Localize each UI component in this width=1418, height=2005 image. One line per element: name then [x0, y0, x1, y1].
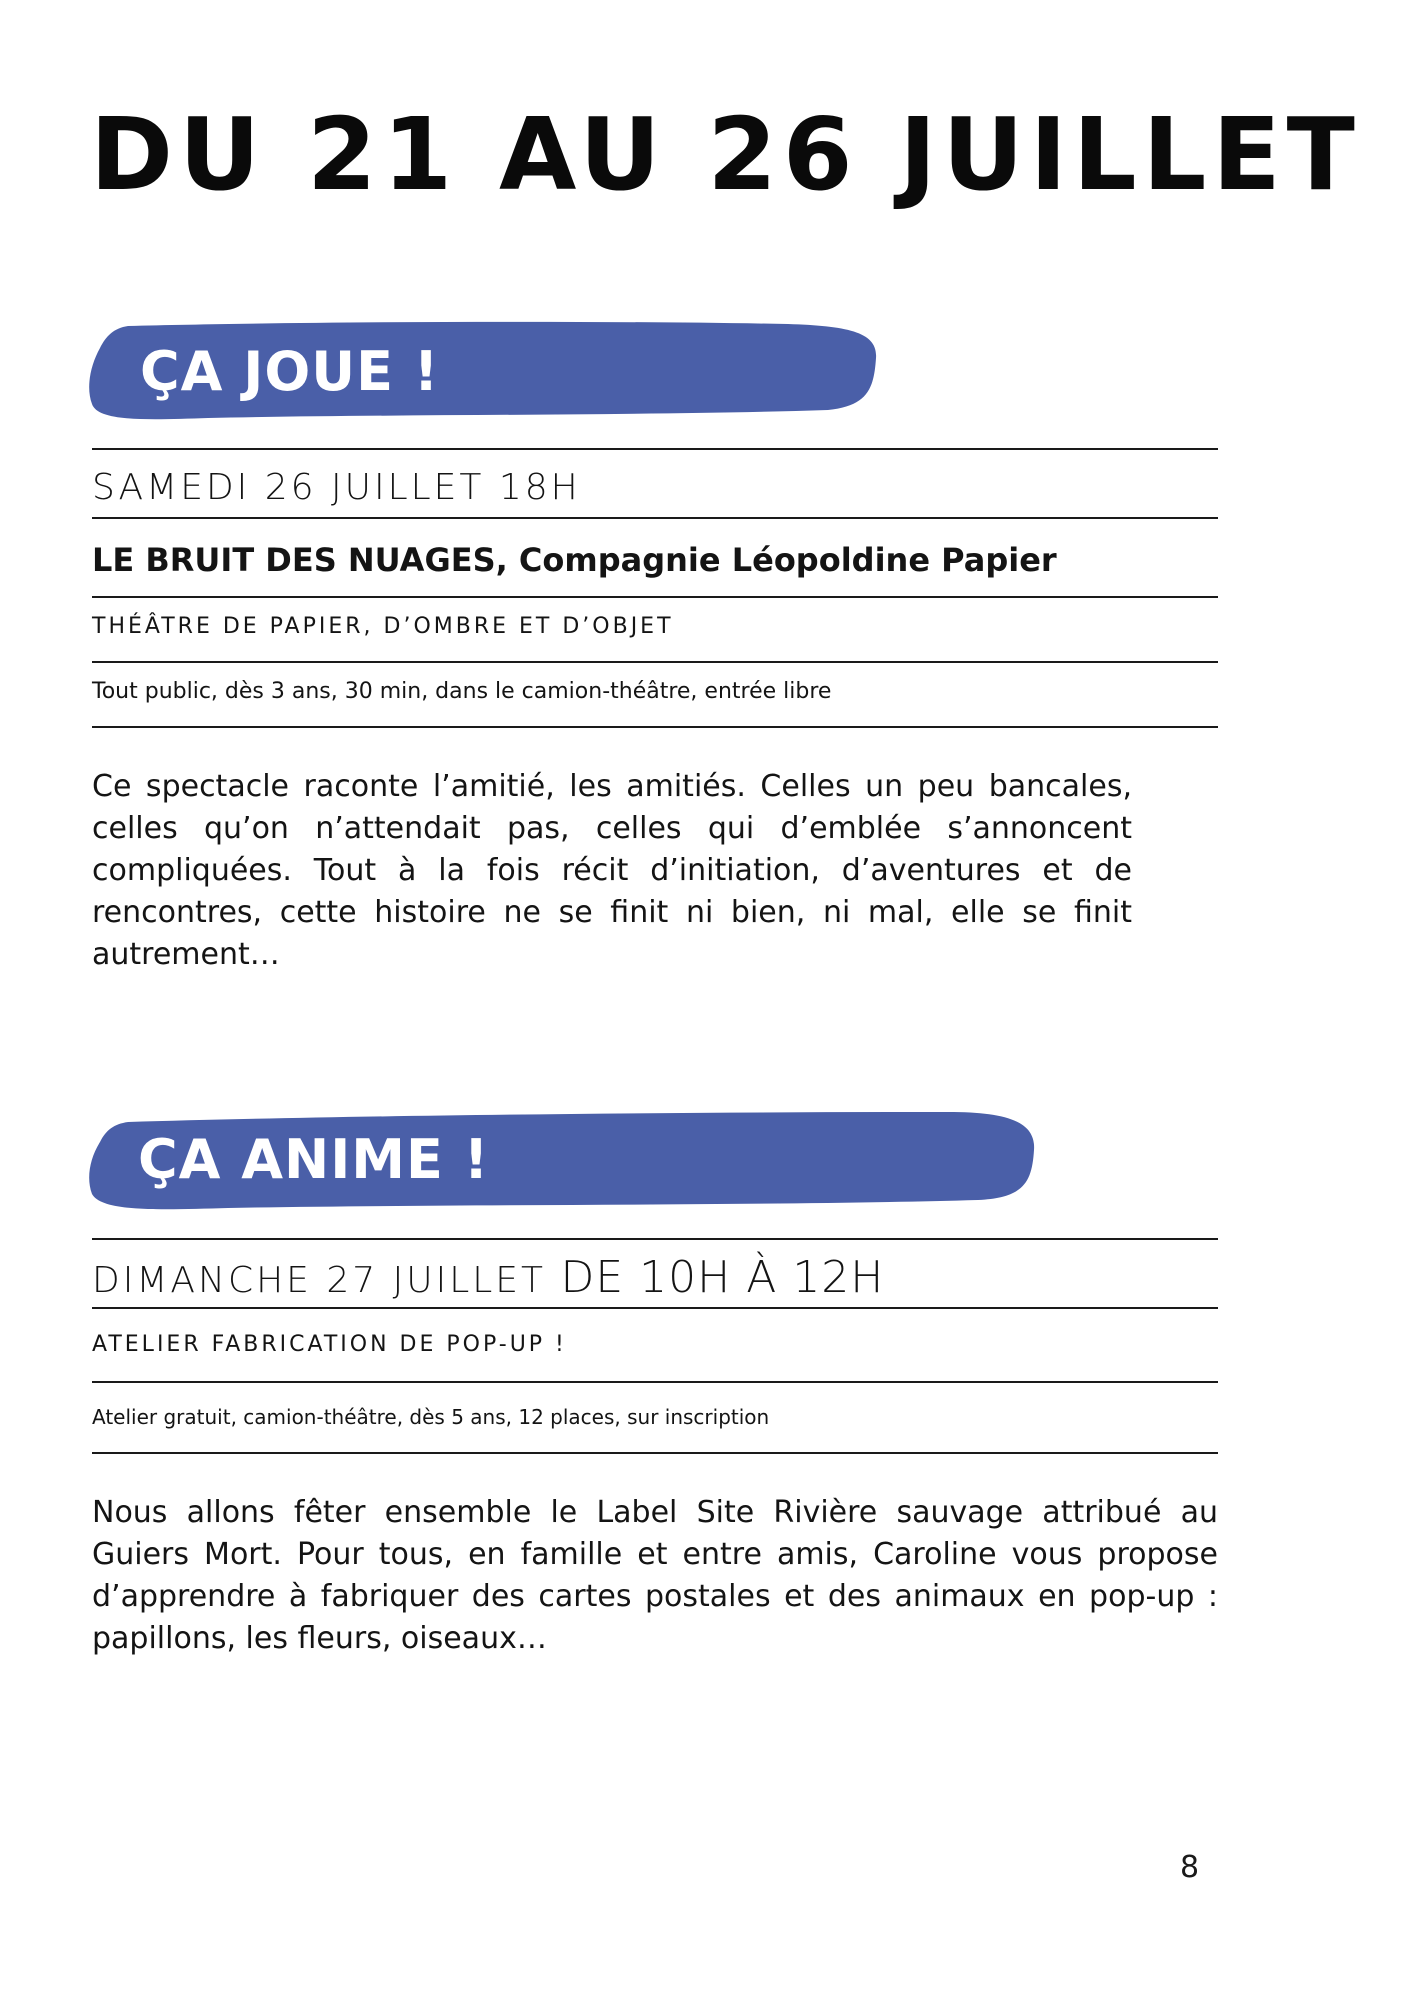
divider: [92, 1452, 1218, 1454]
event-title: LE BRUIT DES NUAGES, Compagnie Léopoldine Papier: [92, 541, 1057, 579]
event-info: Tout public, dès 3 ans, 30 min, dans le camion-théâtre, entrée libre: [92, 679, 832, 704]
divider: [92, 1381, 1218, 1383]
section-banner-ca-joue: [88, 318, 888, 424]
event-info: Atelier gratuit, camion-théâtre, dès 5 ans, 12 places, sur inscription: [92, 1405, 770, 1429]
event-date: [92, 1252, 885, 1303]
event-date: SAMEDI 26 JUILLET 18H: [92, 467, 581, 508]
page-number: 8: [1180, 1850, 1200, 1885]
divider: [92, 596, 1218, 598]
divider: [92, 448, 1218, 450]
section-banner-ca-anime: [88, 1108, 1038, 1214]
section-banner-label: ÇA JOUE !: [140, 340, 440, 403]
divider: [92, 661, 1218, 663]
event-date-day: DIMANCHE 27 JUILLET: [92, 1260, 547, 1301]
section-banner-label: ÇA ANIME !: [138, 1128, 490, 1191]
divider: [92, 726, 1218, 728]
divider: [92, 517, 1218, 519]
event-date-time: DE 10H À 12H: [560, 1252, 885, 1303]
page-title: DU 21 AU 26 JUILLET: [90, 96, 1361, 213]
event-description: Nous allons fêter ensemble le Label Site Rivière sauvage attribué au Guiers Mort. Pour tous, en famille et entre amis, Caroline vous propose d’apprendre à fabriquer des cartes postales et des animaux en pop-up : papillons, les fleurs, oiseaux…: [92, 1495, 1218, 1656]
event-genre: ATELIER FABRICATION DE POP-UP !: [92, 1332, 567, 1357]
divider: [92, 1307, 1218, 1309]
divider: [92, 1238, 1218, 1240]
event-genre: THÉÂTRE DE PAPIER, D’OMBRE ET D’OBJET: [92, 614, 674, 639]
event-description: Ce spectacle raconte l’amitié, les amitiés. Celles un peu bancales, celles qu’on n’attendait pas, celles qui d’emblée s’annoncent compliquées. Tout à la fois récit d’initiation, d’aventures et de rencontres, cette histoire ne se finit ni bien, ni mal, elle se finit autrement…: [92, 769, 1132, 972]
